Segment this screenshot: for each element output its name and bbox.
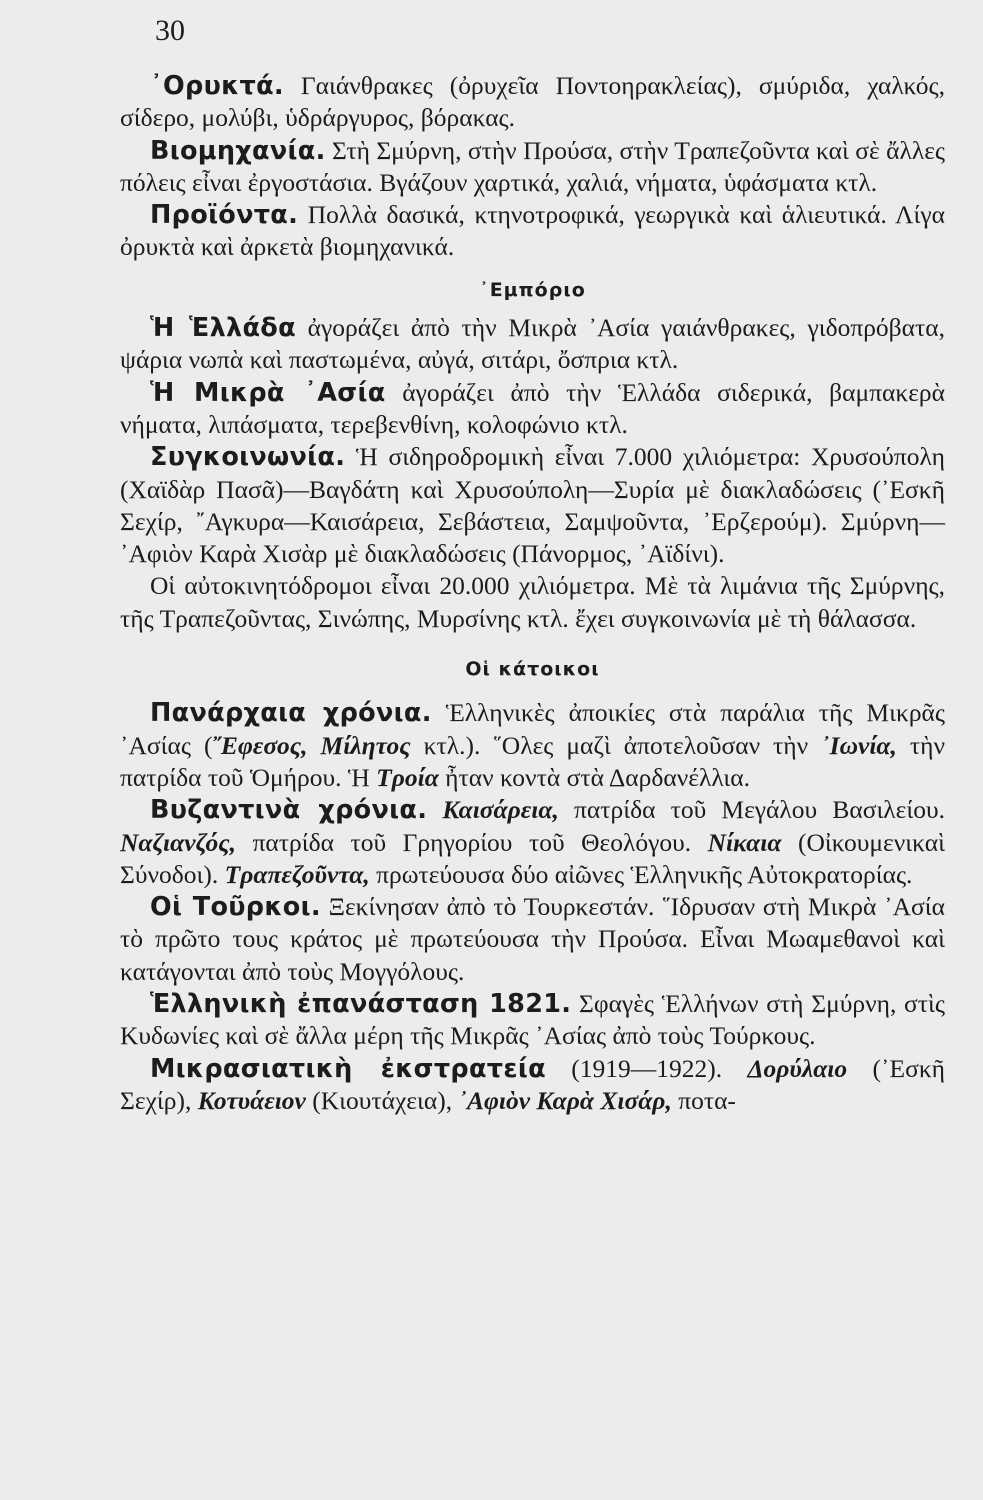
paragraph-text: ποτα- [678,1085,736,1115]
paragraph-text: Γαιάνθρακες (ὀρυχεῖα Ποντοηρακλείας), σμύριδα, χαλκός, σίδερο, μολύβι, ὑδράργυρος, βόρακας. [120,71,945,133]
paragraph-text: πατρίδα τοῦ Γρηγορίου τοῦ Θεολόγου. [252,827,692,857]
paragraph-lead: Ἡ Ἑλλάδα [150,313,296,344]
paragraph-lead: Βυζαντινὰ χρόνια. [150,795,428,826]
paragraph-text: ἀγοράζει ἀπὸ τὴν Μικρὰ ᾿Ασία γαιάνθρακες, γιδοπρόβατα, ψάρια νωπὰ καὶ παστωμένα, αὐγά, σιτάρι, ὄσπρια κτλ. [120,313,946,375]
paragraph-lead: Ἑλληνικὴ ἐπανάσταση 1821. [150,989,572,1020]
paragraph-text: κτλ.). ῞Ολες μαζὶ ἀποτελοῦσαν τὴν [423,730,809,760]
paragraph-text: Στὴ Σμύρνη, στὴν Προύσα, στὴν Τραπεζοῦντα καὶ σὲ ἄλλες πόλεις εἶναι ἐργοστάσια. Βγάζουν χαρτικά, χαλιά, νήματα, ὑφάσματα κτλ. [120,135,945,197]
place-name: Τροία [376,762,439,792]
section-heading-inhabitants: Οἱ κάτοικοι [465,658,600,681]
page-number: 30 [155,14,185,47]
paragraph-text: (Οἰκουμενικαὶ Σύνοδοι). [120,827,946,889]
paragraph-text: Ἡ σιδηροδρομικὴ εἶναι 7.000 χιλιόμετρα: Χρυσούπολη (Χαϊδὰρ Πασᾶ)—Βαγδάτη καὶ Χρυσούπολη—Συρία μὲ διακλαδώσεις (᾿Εσκῆ Σεχίρ, ῎Αγκυρα—Καισάρεια, Σεβάστεια, Σαμψοῦντα, ᾿Ερζερούμ). Σμύρνη—᾿Αφιὸν Καρὰ Χισὰρ μὲ διακλαδώσεις (Πάνορμος, ᾿Αϊδίνι). [120,442,946,569]
paragraph-byzantine-times [120,794,945,891]
paragraph-ancient-times [120,697,945,794]
page-text [120,70,945,1117]
paragraph-text: ἀγοράζει ἀπὸ τὴν Ἑλλάδα σιδερικά, βαμπακερὰ νήματα, λιπάσματα, τερεβενθίνη, κολοφώνιο κτλ. [120,377,946,439]
section-heading-trade: ᾿Εμπόριο [479,278,586,301]
paragraph-text: (᾿Εσκῆ Σεχίρ), [120,1053,946,1115]
paragraph-text: Ἑλληνικὲς ἀποικίες στὰ παράλια τῆς Μικρᾶς ᾿Ασίας ( [120,698,946,760]
place-name: Νίκαια [707,827,782,857]
paragraph-industry [120,135,945,200]
paragraph-lead: Μικρασιατικὴ ἐκστρατεία [150,1053,546,1084]
paragraph-revolution-1821 [120,988,945,1053]
paragraph-text: τὴν πατρίδα τοῦ Ὁμήρου. Ἡ [120,730,945,792]
paragraph-text: πρωτεύουσα δύο αἰῶνες Ἑλληνικῆς Αὐτοκρατορίας. [376,859,913,889]
paragraph-text: (1919—1922). [571,1053,723,1083]
place-name: ᾿Αφιὸν Καρὰ Χισάρ, [458,1085,672,1115]
place-name: Δορύλαιο [747,1053,848,1083]
paragraph-lead: Πανάρχαια χρόνια. [150,698,432,729]
paragraph-turks [120,891,945,988]
paragraph-lead: Ἡ Μικρὰ ᾿Ασία [150,377,386,408]
paragraph-lead: Προϊόντα. [150,200,299,231]
paragraph-asia-minor-campaign [120,1053,945,1118]
paragraph-text: ἦταν κοντὰ στὰ Δαρδανέλλια. [445,762,751,792]
paragraph-transport [120,441,945,570]
paragraph-lead: Οἱ Τοῦρκοι. [150,892,321,923]
paragraph-text: (Κιουτάχεια), [312,1085,453,1115]
paragraph-lead: Συγκοινωνία. [150,442,346,473]
paragraph-lead: ᾿Ορυκτά. [150,71,284,101]
paragraph-lead: Βιομηχανία. [150,135,326,166]
place-name: Ναζιανζός, [120,827,237,857]
paragraph-greece-imports [120,312,945,377]
paragraph-asia-minor-imports [120,377,945,442]
place-name: ᾿Ιωνία, [821,730,897,760]
paragraph-roads [120,570,945,635]
place-name: Καισάρεια, [442,795,559,825]
place-name: Τραπεζοῦντα, [224,859,370,889]
paragraph-text: Οἱ αὐτοκινητόδρομοι εἶναι 20.000 χιλιόμετρα. Μὲ τὰ λιμάνια τῆς Σμύρνης, τῆς Τραπεζοῦντας, Σινώπης, Μυρσίνης κτλ. ἔχει συγκοινωνία μὲ τὴ θάλασσα. [120,571,945,633]
paragraph-products [120,199,945,264]
place-name: Κοτυάειον [197,1085,306,1115]
paragraph-text: πατρίδα τοῦ Μεγάλου Βασιλείου. [574,795,945,825]
place-name: ῎Εφεσος, Μίλητος [212,730,411,760]
paragraph-text: Πολλὰ δασικά, κτηνοτροφικά, γεωργικὰ καὶ ἁλιευτικά. Λίγα ὀρυκτὰ καὶ ἀρκετὰ βιομηχανικά. [120,200,945,262]
paragraph-minerals [120,70,945,135]
paragraph-text: Σφαγὲς Ἑλλήνων στὴ Σμύρνη, στὶς Κυδωνίες καὶ σὲ ἄλλα μέρη τῆς Μικρᾶς ᾿Ασίας ἀπὸ τοὺς Τούρκους. [120,989,945,1051]
paragraph-text: Ξεκίνησαν ἀπὸ τὸ Τουρκεστάν. ῞Ιδρυσαν στὴ Μικρὰ ᾿Ασία τὸ πρῶτο τους κράτος μὲ πρωτεύουσα τὴν Προύσα. Εἶναι Μωαμεθανοὶ καὶ κατάγονται ἀπὸ τοὺς Μογγόλους. [120,892,946,986]
